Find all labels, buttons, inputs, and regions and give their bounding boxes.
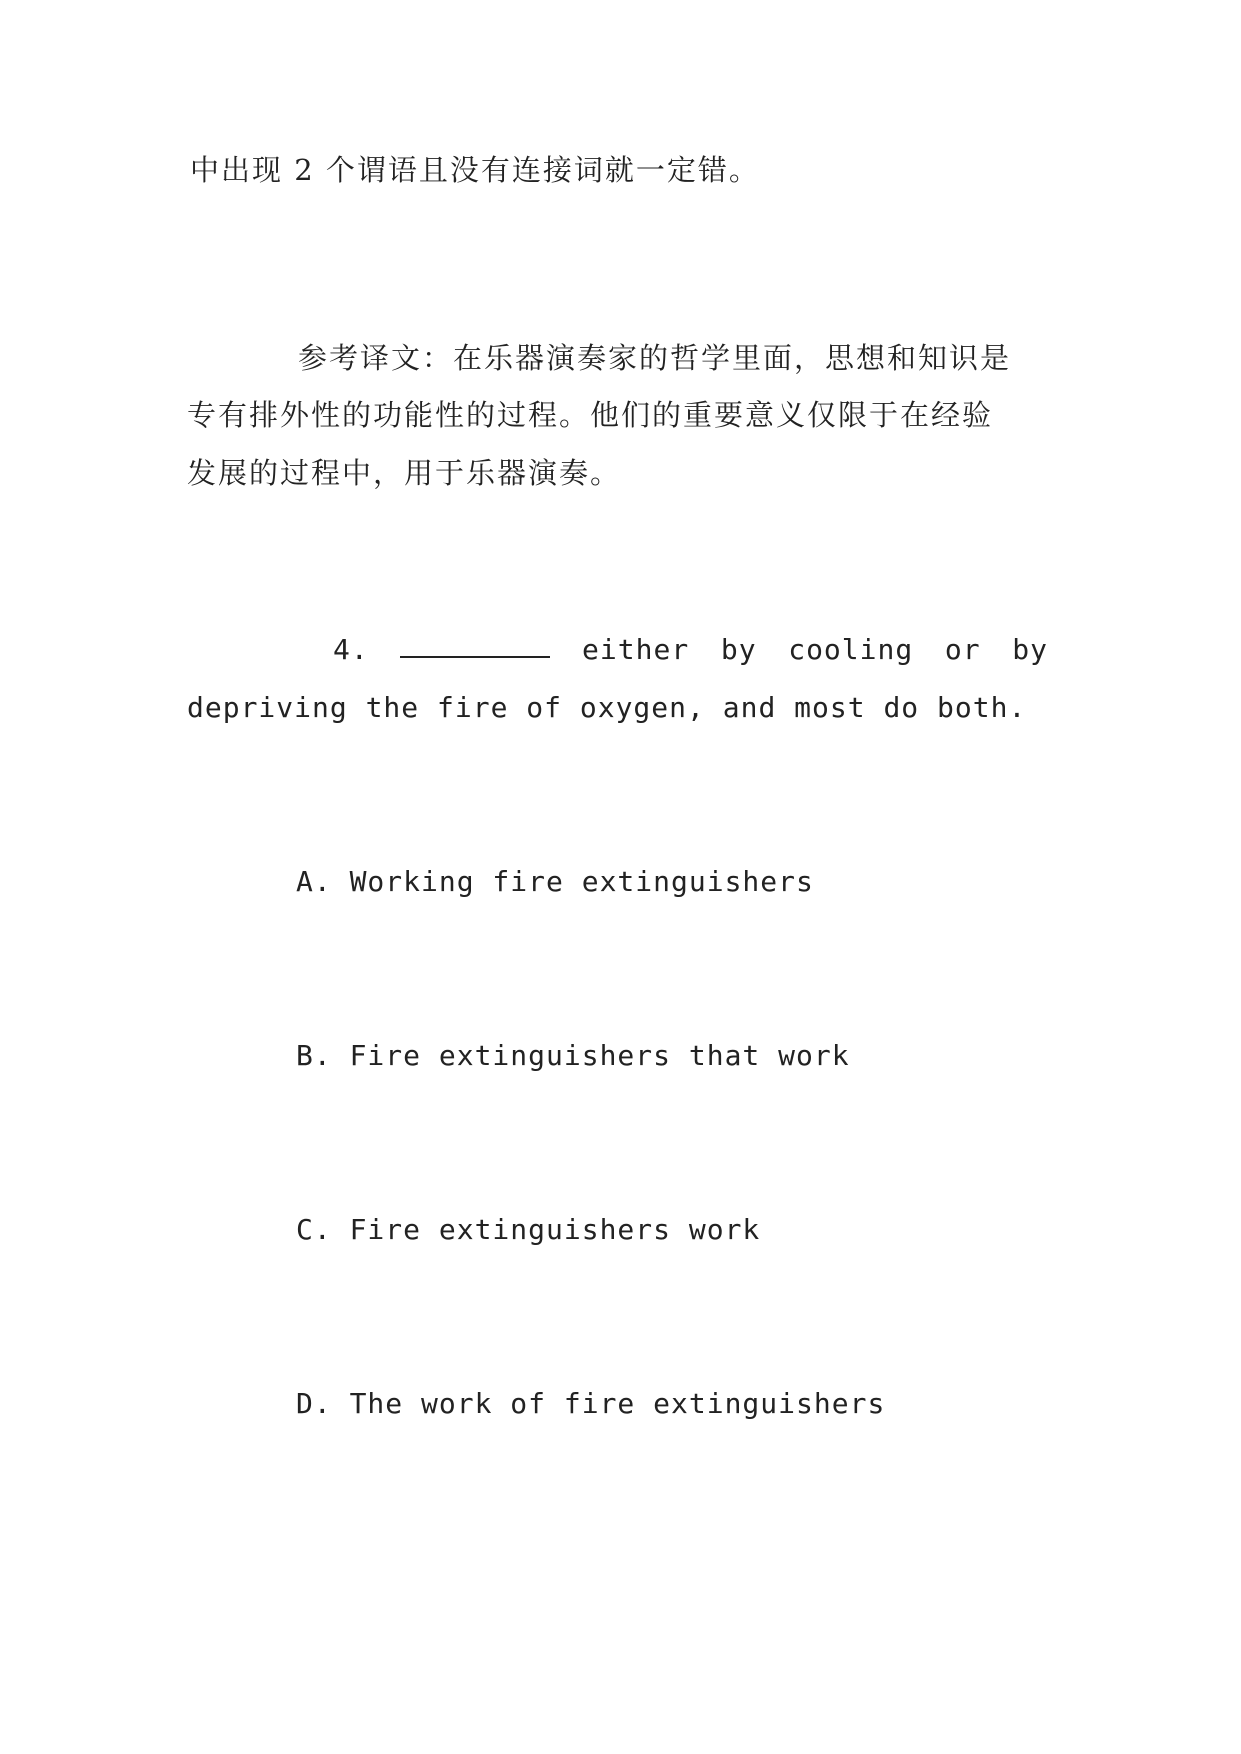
- question-line-1: [187, 630, 1048, 670]
- translation-line-1: 参考译文：在乐器演奏家的哲学里面，思想和知识是: [298, 341, 1012, 375]
- translation-line-3: 发展的过程中，用于乐器演奏。: [187, 456, 622, 490]
- translation-line-2: 专有排外性的功能性的过程。他们的重要意义仅限于在经验: [187, 398, 994, 432]
- question-word: or: [944, 633, 981, 666]
- intro-line: 中出现 2 个谓语且没有连接词就一定错。: [190, 153, 760, 187]
- question-word: either: [582, 633, 690, 666]
- option-a: A. Working fire extinguishers: [296, 865, 814, 898]
- question-line-2: depriving the fire of oxygen, and most do both.: [187, 691, 1027, 724]
- option-b: B. Fire extinguishers that work: [296, 1039, 850, 1072]
- option-d: D. The work of fire extinguishers: [296, 1387, 886, 1420]
- question-number: 4.: [333, 633, 369, 666]
- question-word: by: [720, 633, 757, 666]
- question-word: by: [1012, 633, 1048, 666]
- option-c: C. Fire extinguishers work: [296, 1213, 761, 1246]
- question-word: cooling: [788, 633, 914, 666]
- answer-blank: [400, 630, 550, 658]
